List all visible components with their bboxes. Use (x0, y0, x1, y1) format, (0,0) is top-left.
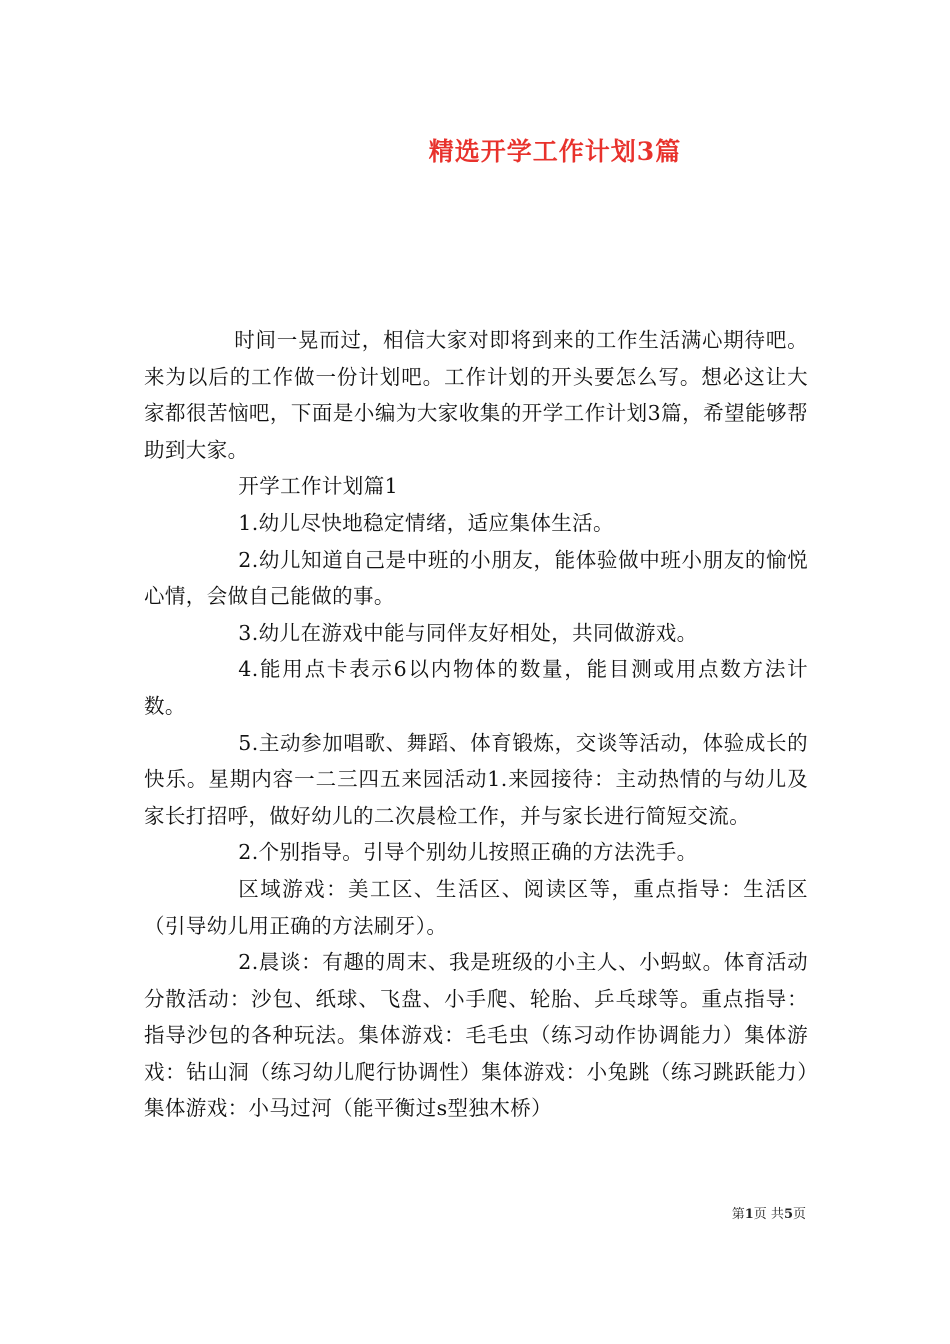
list-item: 4.能用点卡表示6以内物体的数量，能目测或用点数方法计数。 (144, 657, 808, 718)
list-item: 3.幼儿在游戏中能与同伴友好相处，共同做游戏。 (238, 620, 698, 645)
footer-total-pages: 5 (783, 1207, 793, 1222)
footer-prefix: 第 (731, 1207, 745, 1222)
intro-paragraph: 时间一晃而过，相信大家对即将到来的工作生活满心期待吧。来为以后的工作做一份计划吧。工作计划的开头要怎么写。想必这让大家都很苦恼吧，下面是小编为大家收集的开学工作计划3篇，希望能够帮助到大家。 (144, 328, 808, 462)
footer-suffix: 页 (792, 1207, 806, 1222)
body-paragraph: 区域游戏：美工区、生活区、阅读区等，重点指导：生活区（引导幼儿用正确的方法刷牙）。 (144, 876, 808, 938)
body-paragraph: 2.晨谈：有趣的周末、我是班级的小主人、小蚂蚁。体育活动分散活动：沙包、纸球、飞盘、小手爬、轮胎、乒乓球等。重点指导：指导沙包的各种玩法。集体游戏：毛毛虫（练习动作协调能力）集体游戏：钻山洞（练习幼儿爬行协调性）集体游戏：小兔跳（练习跳跃能力）集体游戏：小马过河（能平衡过s型独木桥） (144, 950, 808, 1121)
section-heading: 开学工作计划篇1 (238, 474, 399, 499)
footer-current-page: 1 (744, 1207, 754, 1222)
page-footer (732, 1203, 806, 1222)
list-item: 2.幼儿知道自己是中班的小朋友，能体验做中班小朋友的愉悦心情，会做自己能做的事。 (144, 547, 808, 609)
list-item: 5.主动参加唱歌、舞蹈、体育锻炼，交谈等活动，体验成长的快乐。星期内容一二三四五来园活动1.来园接待：主动热情的与幼儿及家长打招呼，做好幼儿的二次晨检工作，并与家长进行简短交流。 (144, 730, 808, 828)
page-title: 精选开学工作计划3篇 (428, 137, 682, 166)
footer-middle: 页 共 (753, 1207, 784, 1222)
document-body (144, 322, 808, 1127)
list-item: 1.幼儿尽快地稳定情绪，适应集体生活。 (238, 510, 614, 535)
list-item: 2.个别指导。引导个别幼儿按照正确的方法洗手。 (238, 840, 698, 865)
